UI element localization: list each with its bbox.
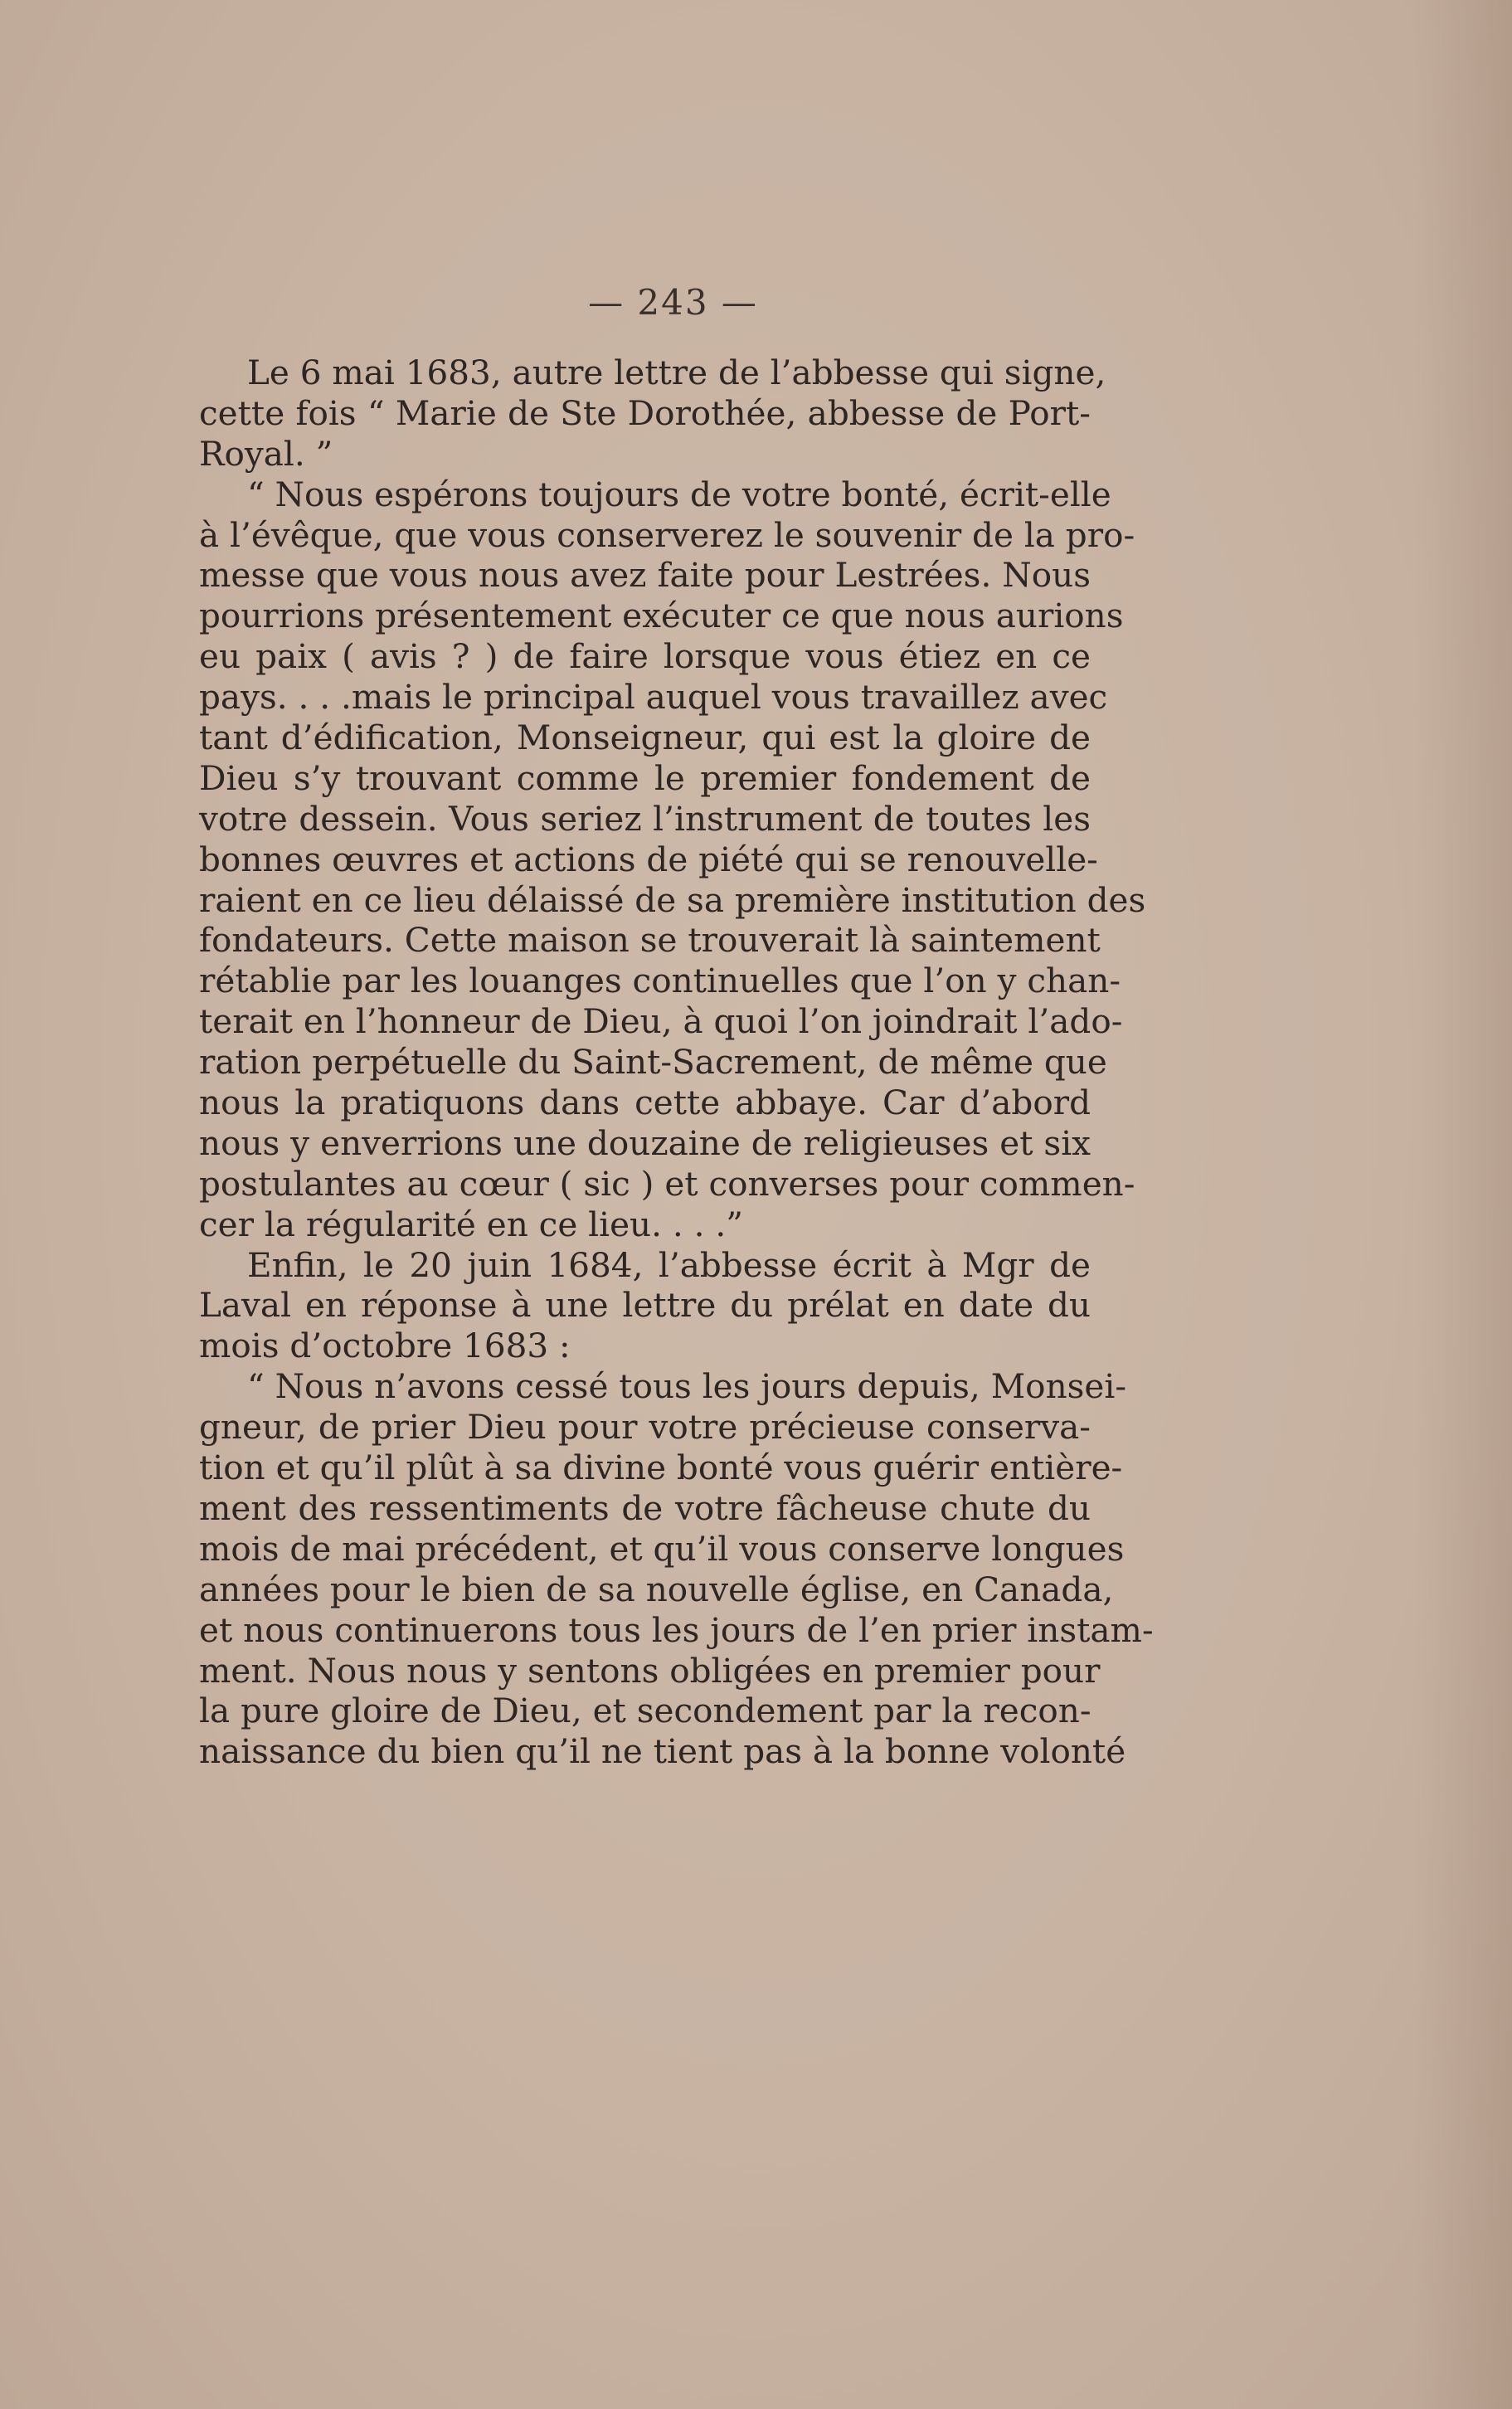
text-line: années pour le bien de sa nouvelle église, en Canada, [199,1569,1114,1609]
text-line: gneur, de prier Dieu pour votre précieuse conserva- [199,1407,1091,1448]
text-line: bonnes œuvres et actions de piété qui se renouvelle- [199,839,1098,879]
text-line: naissance du bien qu’il ne tient pas à la bonne volonté [199,1731,1126,1772]
text-line: “ Nous n’avons cessé tous les jours depuis, Monsei- [247,1366,1127,1407]
text-line: eu paix ( avis ? ) de faire lorsque vous étiez en ce [199,636,1091,677]
text-line: ration perpétuelle du Saint-Sacrement, de même que [199,1042,1107,1083]
text-line: votre dessein. Vous seriez l’instrument de toutes les [199,798,1091,839]
text-line: et nous continuerons tous les jours de l’en prier instam- [199,1609,1154,1650]
body-text [199,353,1154,1772]
text-line: à l’évêque, que vous conserverez le souvenir de la pro- [199,514,1135,555]
text-line: Laval en réponse à une lettre du prélat en date du [199,1285,1091,1326]
text-line: messe que vous nous avez faite pour Lestrées. Nous [199,555,1091,596]
text-line: cer la régularité en ce lieu. . . .” [199,1204,743,1244]
page-number: — 243 — [588,282,758,323]
text-line: tion et qu’il plût à sa divine bonté vous guérir entière- [199,1448,1123,1488]
text-line: raient en ce lieu délaissé de sa première institution des [199,879,1146,920]
text-line: cette fois “ Marie de Ste Dorothée, abbesse de Port- [199,392,1091,433]
text-line: postulantes au cœur ( sic ) et converses pour commen- [199,1163,1135,1204]
text-line: rétablie par les louanges continuelles que l’on y chan- [199,961,1121,1001]
text-line: terait en l’honneur de Dieu, à quoi l’on joindrait l’ado- [199,1001,1123,1042]
text-line: ment. Nous nous y sentons obligées en premier pour [199,1650,1101,1691]
text-line: pourrions présentement exécuter ce que nous aurions [199,596,1124,636]
page-edge-shadow [1412,0,1512,2409]
text-line: tant d’édification, Monseigneur, qui est la gloire de [199,718,1091,758]
text-line: Enfin, le 20 juin 1684, l’abbesse écrit à Mgr de [247,1244,1091,1285]
text-line: ment des ressentiments de votre fâcheuse chute du [199,1487,1091,1528]
text-line: la pure gloire de Dieu, et secondement par la recon- [199,1691,1091,1731]
text-line: Le 6 mai 1683, autre lettre de l’abbesse qui signe, [247,353,1106,392]
text-line: fondateurs. Cette maison se trouverait là saintement [199,920,1101,961]
text-line: pays. . . .mais le principal auquel vous travaillez avec [199,677,1108,718]
text-line: nous la pratiquons dans cette abbaye. Car d’abord [199,1083,1091,1123]
text-line: “ Nous espérons toujours de votre bonté, écrit-elle [247,474,1111,514]
text-line: Dieu s’y trouvant comme le premier fondement de [199,757,1091,798]
text-line: nous y enverrions une douzaine de religieuses et six [199,1122,1091,1163]
text-line: Royal. ” [199,433,333,474]
text-line: mois d’octobre 1683 : [199,1326,571,1366]
text-line: mois de mai précédent, et qu’il vous conserve longues [199,1528,1125,1569]
